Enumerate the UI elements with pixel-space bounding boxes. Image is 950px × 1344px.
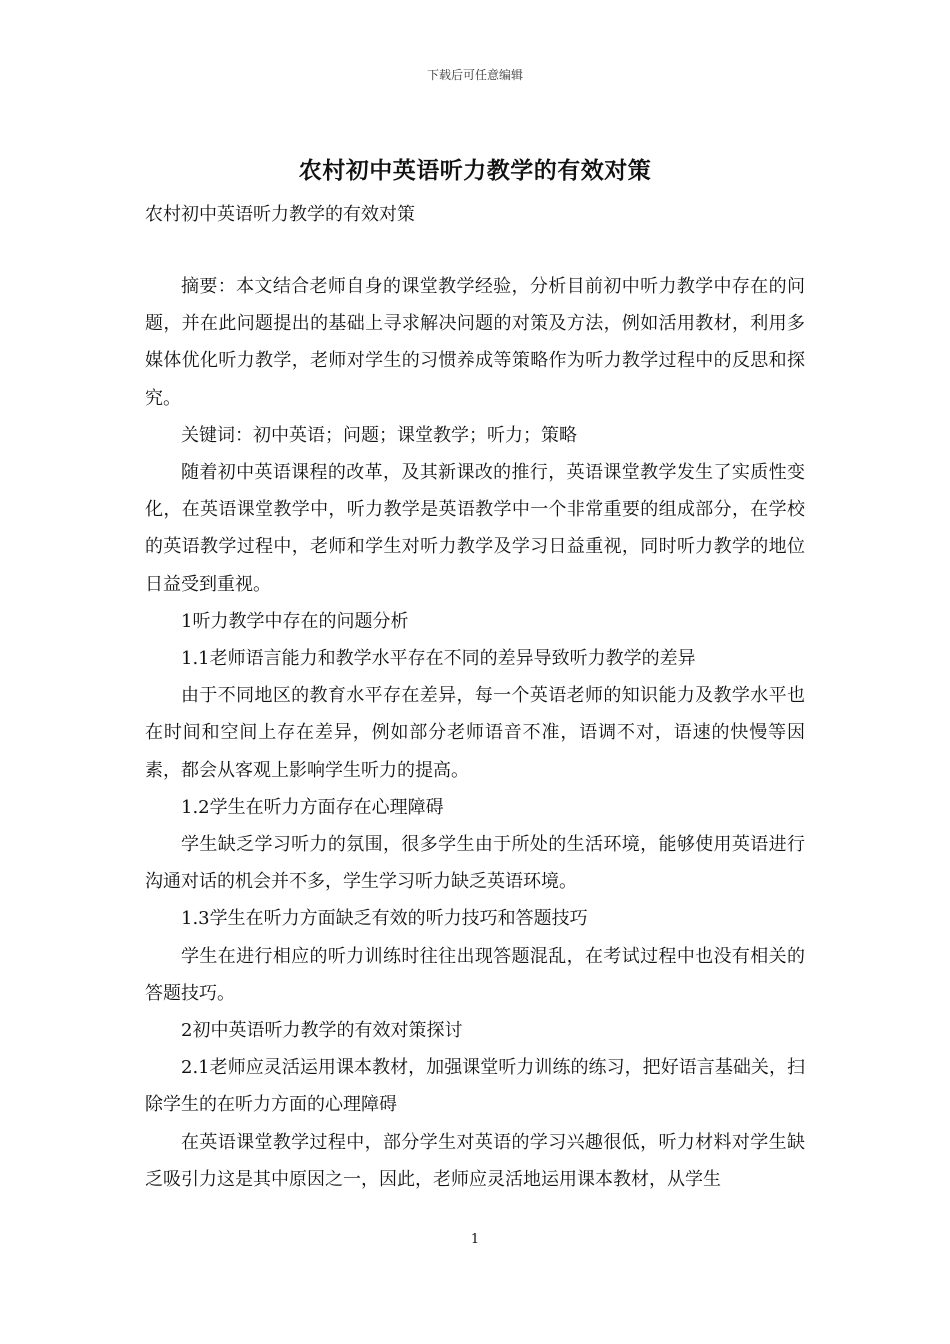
page-number: 1	[470, 1232, 480, 1247]
keywords-paragraph: 关键词：初中英语；问题；课堂教学；听力；策略	[181, 424, 577, 446]
body-paragraph: 在英语课堂教学过程中，部分学生对英语的学习兴趣很低，听力材料对学生缺乏吸引力这是其中原因之一，因此，老师应灵活地运用课本教材，从学生	[145, 1131, 805, 1190]
subsection-heading-2-1: 2.1老师应灵活运用课本教材，加强课堂听力训练的练习，把好语言基础关，扫除学生的在听力方面的心理障碍	[145, 1057, 805, 1116]
header-note: 下载后可任意编辑	[426, 68, 523, 82]
subsection-heading-1-3: 1.3学生在听力方面缺乏有效的听力技巧和答题技巧	[181, 908, 588, 930]
abstract-paragraph: 摘要：本文结合老师自身的课堂教学经验，分析目前初中听力教学中存在的问题，并在此问题提出的基础上寻求解决问题的对策及方法，例如活用教材，利用多媒体优化听力教学，老师对学生的习惯养成等策略作为听力教学过程中的反思和探究。	[145, 276, 805, 409]
section-heading-2: 2初中英语听力教学的有效对策探讨	[181, 1020, 463, 1042]
intro-paragraph: 随着初中英语课程的改革，及其新课改的推行，英语课堂教学发生了实质性变化，在英语课堂教学中，听力教学是英语教学中一个非常重要的组成部分，在学校的英语教学过程中，老师和学生对听力教学及学习日益重视，同时听力教学的地位日益受到重视。	[145, 462, 805, 595]
document-title: 农村初中英语听力教学的有效对策	[298, 157, 652, 184]
subsection-heading-1-1: 1.1老师语言能力和教学水平存在不同的差异导致听力教学的差异	[181, 648, 696, 670]
body-paragraph: 学生在进行相应的听力训练时往往出现答题混乱，在考试过程中也没有相关的答题技巧。	[145, 945, 805, 1004]
document-subtitle: 农村初中英语听力教学的有效对策	[145, 204, 415, 225]
body-paragraph: 学生缺乏学习听力的氛围，很多学生由于所处的生活环境，能够使用英语进行沟通对话的机会并不多，学生学习听力缺乏英语环境。	[145, 834, 805, 893]
subsection-heading-1-2: 1.2学生在听力方面存在心理障碍	[181, 796, 444, 818]
document-body	[145, 268, 805, 1198]
section-heading-1: 1听力教学中存在的问题分析	[181, 610, 409, 632]
body-paragraph: 由于不同地区的教育水平存在差异，每一个英语老师的知识能力及教学水平也在时间和空间上存在差异，例如部分老师语音不准，语调不对，语速的快慢等因素，都会从客观上影响学生听力的提高。	[145, 685, 805, 781]
